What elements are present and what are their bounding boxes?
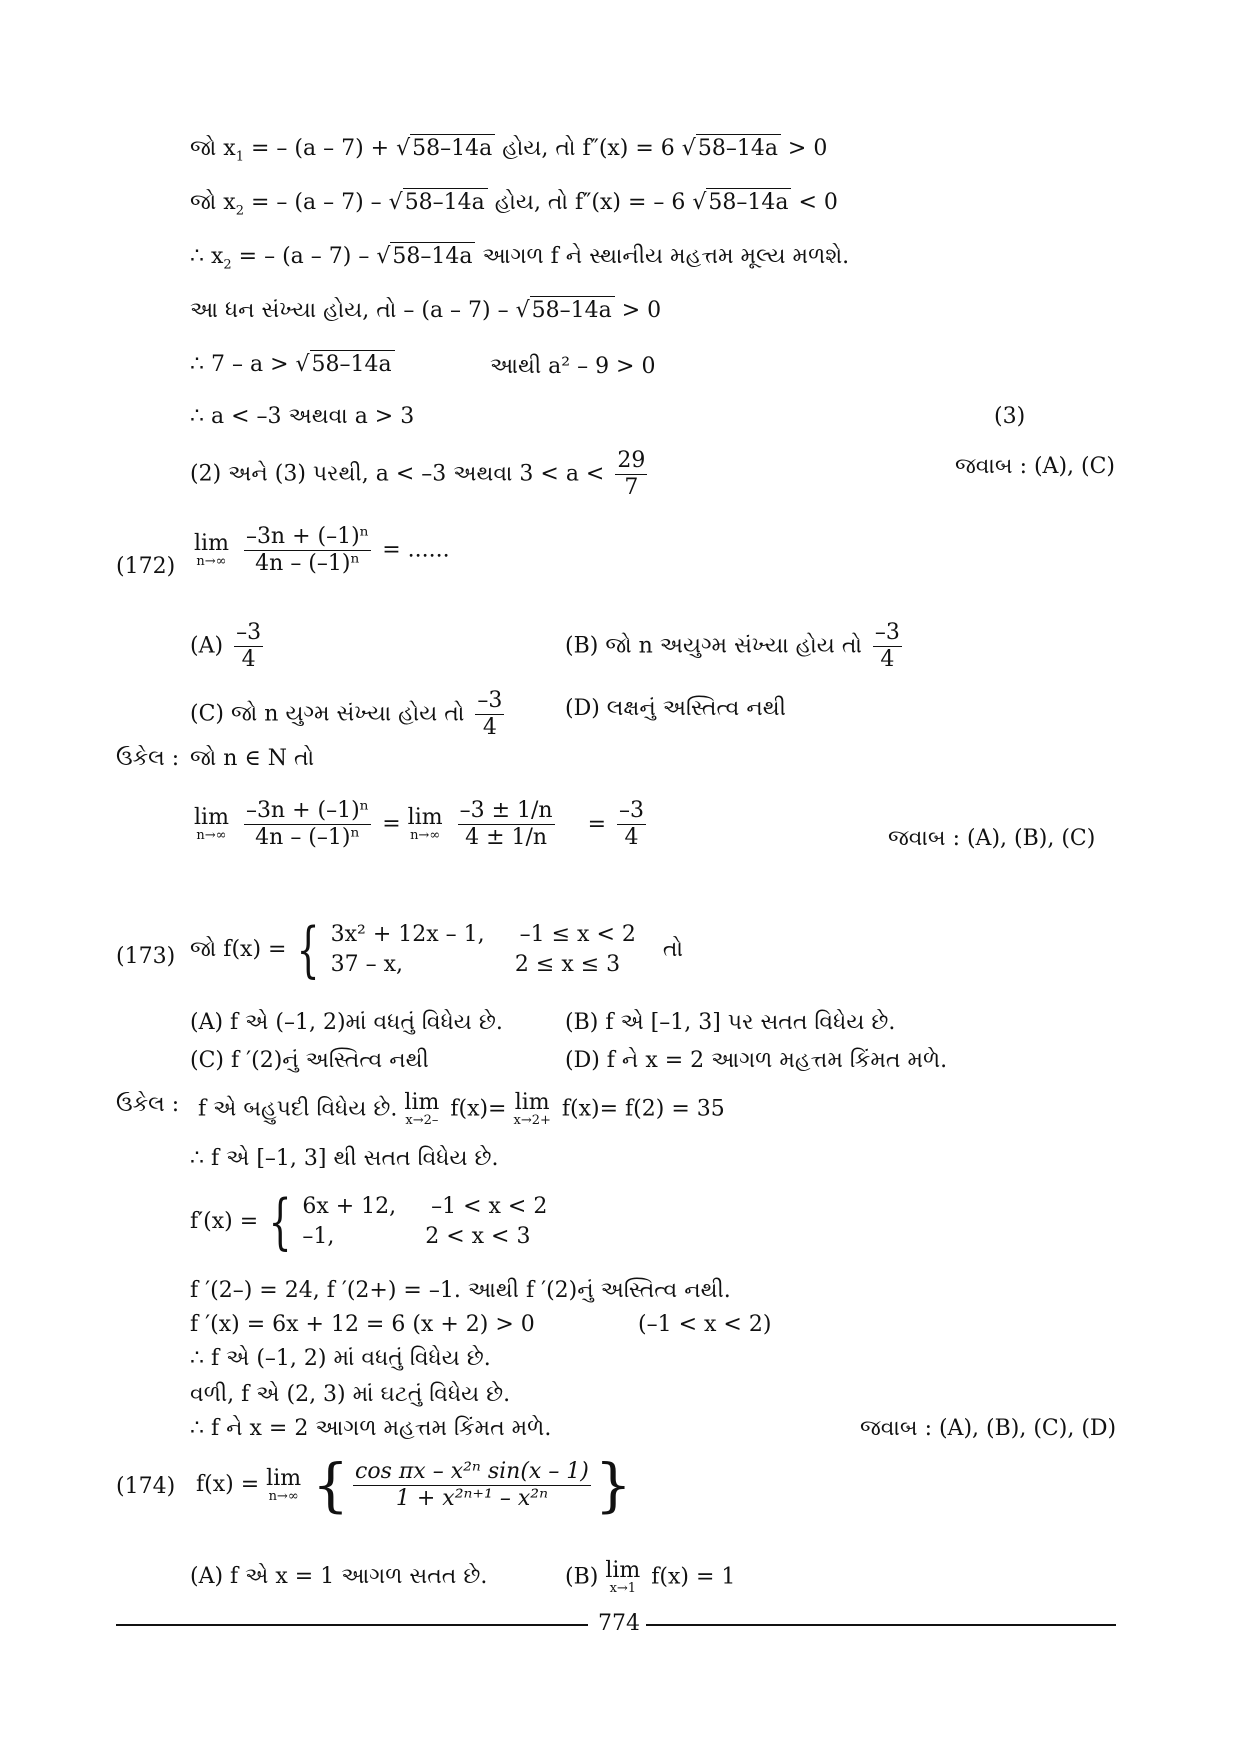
q173-option-a: (A) f એ (–1, 2)માં વધતું વિધેય છે.: [190, 1010, 503, 1035]
footer-rule-left: [116, 1624, 588, 1626]
line-1: જો $x_1$ = – (a – 7) + √58–14a હોય, તો f″(x) = 6 √58–14a > 0: [190, 136, 828, 165]
q172-solution-label: ઉકેલ :: [116, 746, 180, 771]
q173-solution-5b: (–1 < x < 2): [638, 1312, 772, 1337]
q173-solution-3: f′(x) = { 6x + 12, –1 < x < 2 –1, 2 < x < 3: [190, 1187, 548, 1257]
line-6: ∴ a < –3 અથવા a > 3: [190, 404, 415, 429]
line-2: જો $x_2$ = – (a – 7) – √58–14a હોય, તો f″(x) = – 6 √58–14a < 0: [190, 190, 838, 219]
line-4: આ ધન સંખ્યા હોય, તો – (a – 7) – √58–14a > 0: [190, 298, 662, 323]
q172-option-c: (C) જો n યુગ્મ સંખ્યા હોય તો $\frac{-3}{4}$: [190, 688, 503, 740]
line-3: ∴ $x_2$ = – (a – 7) – √58–14a આગળ f ને સ્થાનીય મહત્તમ મૂલ્ય મળશે.: [190, 244, 850, 273]
q172-solution-1: જો n ∈ N તો: [190, 746, 315, 771]
q172-number: (172): [116, 554, 176, 579]
answer-173: જવાબ : (A), (B), (C), (D): [860, 1416, 1117, 1441]
q173-solution-7: વળી, f એ (2, 3) માં ઘટતું વિધેય છે.: [190, 1382, 511, 1407]
q173-solution-5a: f ′(x) = 6x + 12 = 6 (x + 2) > 0: [190, 1312, 535, 1337]
equation-number: (3): [994, 404, 1026, 429]
q172-option-b: (B) જો n અયુગ્મ સંખ્યા હોય તો $\frac{-3}{4}$: [565, 620, 900, 672]
q174-option-b: (B) lim x→1 f(x) = 1: [565, 1558, 736, 1596]
answer-172: જવાબ : (A), (B), (C): [888, 826, 1096, 851]
footer-rule-right: [646, 1624, 1116, 1626]
q173-option-b: (B) f એ [–1, 3] પર સતત વિધેય છે.: [565, 1010, 896, 1035]
q174-definition: f(x) = lim n→∞ { $\frac{\text{cos πx – x²ⁿ sin(x – 1)}}{\text{1 + x²ⁿ⁺¹ – x²ⁿ}}$ }: [196, 1451, 632, 1519]
page-number: 774: [598, 1611, 640, 1636]
q173-solution-4: f ′(2–) = 24, f ′(2+) = –1. આથી f ′(2)નું અસ્તિત્વ નથી.: [190, 1278, 731, 1303]
answer-1: જવાબ : (A), (C): [955, 454, 1116, 479]
fraction: $\frac{29}{7}$: [617, 448, 646, 500]
q173-solution-1: f એ બહુપદી વિધેય છે. lim x→2– f(x)= lim x→2+ f(x)= f(2) = 35: [198, 1090, 725, 1128]
q173-solution-8: ∴ f ને x = 2 આગળ મહત્તમ કિંમત મળે.: [190, 1416, 552, 1441]
line-7: (2) અને (3) પરથી, a < –3 અથવા 3 < a < $\frac{29}{7}$: [190, 448, 646, 500]
q173-option-c: (C) f ′(2)નું અસ્તિત્વ નથી: [190, 1048, 429, 1073]
q174-option-a: (A) f એ x = 1 આગળ સતત છે.: [190, 1564, 488, 1589]
q173-solution-6: ∴ f એ (–1, 2) માં વધતું વિધેય છે.: [190, 1346, 491, 1371]
q173-number: (173): [116, 944, 176, 969]
q173-solution-2: ∴ f એ [–1, 3] થી સતત વિધેય છે.: [190, 1146, 499, 1171]
q173-solution-label: ઉકેલ :: [116, 1092, 180, 1117]
q173-option-d: (D) f ને x = 2 આગળ મહત્તમ કિંમત મળે.: [565, 1048, 948, 1073]
line-5b: આથી a² – 9 > 0: [490, 354, 656, 379]
q174-number: (174): [116, 1474, 176, 1499]
q172-option-d: (D) લક્ષનું અસ્તિત્વ નથી: [565, 696, 786, 721]
q173-definition: જો f(x) = { 3x² + 12x – 1, –1 ≤ x < 2 37 – x, 2 ≤ x ≤ 3 તો: [190, 915, 683, 985]
q172-expression: lim n→∞ $\frac{\text{–3n + (–1)ⁿ}}{\text{4n – (–1)ⁿ}}$ = ......: [194, 524, 450, 576]
q172-option-a: (A) $\frac{-3}{4}$: [190, 620, 262, 672]
line-5a: ∴ 7 – a > √58–14a: [190, 354, 395, 376]
q172-solution-2: lim n→∞ $\frac{\text{–3n + (–1)ⁿ}}{\text{4n – (–1)ⁿ}}$ = lim n→∞ $\frac{-3 \pm 1/n}{4 \pm 1/n}$ = $\frac{-3}{4}$: [194, 798, 645, 850]
